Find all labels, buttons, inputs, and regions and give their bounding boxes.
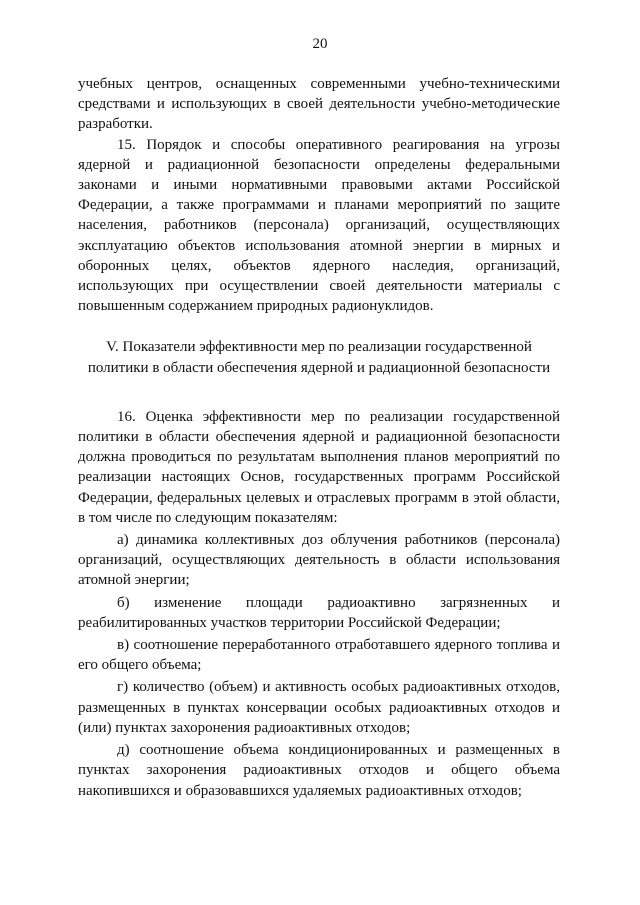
paragraph-continuation: учебных центров, оснащенных современными учебно-техническими средствами и использующих в своей деятельности учебно-методические разработки. <box>78 76 560 133</box>
paragraph-15: 15. Порядок и способы оперативного реагирования на угрозы ядерной и радиационной безопасности определены федеральными законами и иными нормативными правовыми актами Российской Федерации, а также программами и планами мероприятий по защите населения, работников (персонала) организаций, осуществляющих эксплуатацию объектов использования атомной энергии в мирных и оборонных целях, объектов ядерного наследия, организаций, использующих при осуществлении своей деятельности материалы с повышенным содержанием природных радионуклидов. <box>78 136 560 315</box>
list-item-b: б) изменение площади радиоактивно загрязненных и реабилитированных участков территории Российской Федерации; <box>78 594 560 631</box>
list-item-g: г) количество (объем) и активность особых радиоактивных отходов, размещенных в пунктах консервации особых радиоактивных отходов и (или) пунктах захоронения радиоактивных отходов; <box>78 679 560 736</box>
section-heading: V. Показатели эффективности мер по реализации государственной политики в области обеспечения ядерной и радиационной безопасности <box>87 339 551 376</box>
list-item-v: в) соотношение переработанного отработавшего ядерного топлива и его общего объема; <box>78 637 560 674</box>
list-item-d: д) соотношение объема кондиционированных и размещенных в пунктах захоронения радиоактивных отходов и общего объема накопившихся и образовавшихся удаляемых радиоактивных отходов; <box>78 742 560 799</box>
list-item-a: а) динамика коллективных доз облучения работников (персонала) организаций, осуществляющих деятельность в области использования атомной энергии; <box>78 532 560 589</box>
paragraph-16: 16. Оценка эффективности мер по реализации государственной политики в области обеспечения ядерной и радиационной безопасности должна проводиться по результатам выполнения планов мероприятий по реализации настоящих Основ, государственных программ Российской Федерации, федеральных целевых и отраслевых программ в этой области, в том числе по следующим показателям: <box>78 408 560 526</box>
page-number: 20 <box>312 36 328 52</box>
document-body <box>78 74 560 801</box>
